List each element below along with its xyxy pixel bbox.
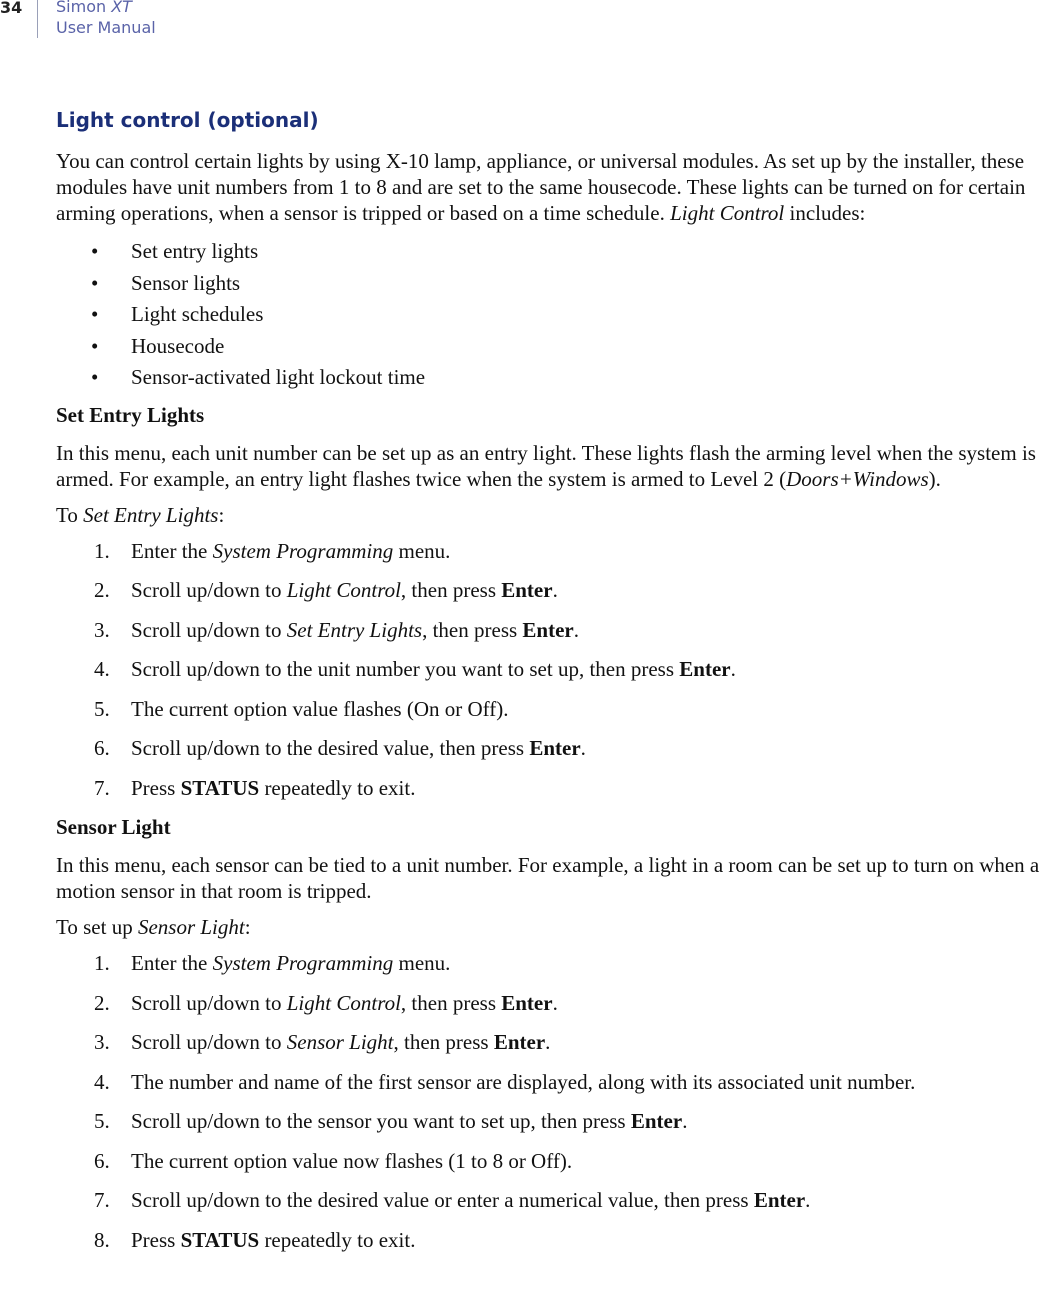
list-item <box>56 236 1062 268</box>
step-text-end: . <box>682 1109 688 1133</box>
product-name <box>56 0 156 17</box>
step-bold-key: Enter <box>630 1109 683 1133</box>
step-text-end: repeatedly to exit. <box>259 1227 416 1252</box>
step-text-end: . <box>805 1188 811 1212</box>
step-bold-key: Enter <box>679 657 731 681</box>
step-bold-key: Enter <box>493 1030 546 1054</box>
step-text: The number and name of the first sensor are displayed, along with its associated unit number. <box>131 1069 916 1094</box>
step-text-continued: , then press <box>400 578 502 602</box>
step-item <box>56 775 1062 801</box>
intro-colon: : <box>244 915 251 939</box>
list-item <box>56 331 1062 363</box>
step-italic: Sensor Light <box>286 1030 394 1054</box>
step-text-end: . <box>573 617 579 642</box>
set-entry-lights-heading: Set Entry Lights <box>56 402 205 427</box>
step-text: Enter the <box>131 951 213 975</box>
step-text-end: . <box>552 990 558 1015</box>
step-text: Scroll up/down to the desired value, then press <box>131 736 530 760</box>
intro-italic: Light Control <box>670 201 785 225</box>
running-header <box>56 0 156 38</box>
step-number: 6. <box>94 736 110 760</box>
bullet-glyph: • <box>91 270 99 295</box>
bullet-glyph: • <box>91 302 99 326</box>
list-item <box>56 362 1062 394</box>
bullet-glyph: • <box>91 365 99 389</box>
sensor-light-intro <box>56 914 1062 940</box>
section-title: Light control (optional) <box>56 108 319 132</box>
step-item <box>56 617 1062 643</box>
product-name-plain: Simon <box>56 0 112 16</box>
step-number: 5. <box>94 1109 110 1133</box>
step-bold-key: STATUS <box>180 775 260 800</box>
step-item <box>56 1029 1062 1055</box>
step-text: Press <box>131 1227 181 1252</box>
step-item <box>56 696 1062 722</box>
set-entry-lights-steps <box>56 538 1062 801</box>
step-text: Scroll up/down to the sensor you want to set up, then press <box>131 1109 631 1133</box>
step-bold-key: Enter <box>753 1188 806 1212</box>
sensor-light-description: In this menu, each sensor can be tied to a unit number. For example, a light in a room can be set up to turn on when a motion sensor in that room is tripped. <box>56 853 1040 903</box>
step-number: 8. <box>94 1227 110 1252</box>
step-text: Scroll up/down to the unit number you want to set up, then press <box>131 657 680 681</box>
desc-text: In this menu, each unit number can be set up as an entry light. These lights flash the arming level when the system is armed. For example, an entry light flashes twice when the system is armed to Level 2 ( <box>56 440 1036 491</box>
intro-paragraph <box>56 148 1062 226</box>
step-text: The current option value now flashes (1 to 8 or Off). <box>131 1148 573 1173</box>
step-item <box>56 1187 1062 1213</box>
step-number: 2. <box>94 990 110 1015</box>
document-title: User Manual <box>56 18 156 37</box>
list-item <box>56 268 1062 300</box>
step-text: The current option value flashes (On or Off). <box>131 696 509 721</box>
step-number: 7. <box>94 775 110 800</box>
list-item-text: Sensor-activated light lockout time <box>131 365 426 389</box>
step-text: Scroll up/down to <box>131 1030 287 1054</box>
step-text-end: . <box>580 736 586 760</box>
step-number: 5. <box>94 696 110 721</box>
feature-list <box>56 236 1062 394</box>
step-text: Scroll up/down to the desired value or enter a numerical value, then press <box>131 1188 754 1212</box>
step-item <box>56 538 1062 564</box>
header-divider <box>37 0 38 38</box>
intro-text: You can control certain lights by using X-10 lamp, appliance, or universal modules. As set up by the installer, these modules have unit numbers from 1 to 8 and are set to the same housecode. These lights can be turned on for certain arming operations, when a sensor is tripped or based on a time schedule. <box>56 149 1026 225</box>
step-text-end: . <box>730 657 736 681</box>
set-entry-lights-intro <box>56 502 1062 528</box>
step-text-continued: menu. <box>393 538 451 563</box>
step-bold-key: Enter <box>529 736 581 760</box>
list-item-text: Sensor lights <box>131 270 241 295</box>
step-number: 3. <box>94 1030 110 1054</box>
product-name-italic: XT <box>111 0 132 16</box>
step-text: Enter the <box>131 538 213 563</box>
intro-end: includes: <box>784 201 866 225</box>
step-item <box>56 656 1062 682</box>
step-number: 4. <box>94 657 110 681</box>
list-item-text: Light schedules <box>131 302 264 326</box>
step-number: 2. <box>94 578 110 602</box>
step-number: 7. <box>94 1188 110 1212</box>
step-italic: Light Control <box>286 578 401 602</box>
list-item-text: Set entry lights <box>131 239 259 263</box>
step-text: Scroll up/down to <box>131 990 287 1015</box>
step-number: 1. <box>94 538 110 563</box>
step-item <box>56 990 1062 1016</box>
step-bold-key: Enter <box>522 617 574 642</box>
intro-lead: To set up <box>56 915 138 939</box>
step-text-continued: , then press <box>393 1030 494 1054</box>
sensor-light-steps <box>56 950 1062 1253</box>
step-item <box>56 1108 1062 1134</box>
step-text-end: . <box>552 578 558 602</box>
step-italic: Set Entry Lights <box>286 617 423 642</box>
step-text-continued: , then press <box>400 990 502 1015</box>
step-item <box>56 1227 1062 1253</box>
intro-italic: Sensor Light <box>137 915 245 939</box>
step-text-end: repeatedly to exit. <box>259 775 416 800</box>
intro-italic: Set Entry Lights <box>83 502 219 527</box>
step-number: 1. <box>94 951 110 975</box>
step-item <box>56 577 1062 603</box>
list-item <box>56 299 1062 331</box>
step-bold-key: Enter <box>501 578 553 602</box>
intro-lead: To <box>56 502 84 527</box>
set-entry-lights-description <box>56 440 1062 492</box>
page-number: 34 <box>0 0 23 17</box>
step-text-continued: menu. <box>393 951 451 975</box>
list-item-text: Housecode <box>131 333 225 358</box>
desc-italic: Doors+Windows <box>786 466 929 491</box>
bullet-glyph: • <box>91 239 99 263</box>
step-italic: System Programming <box>212 951 394 975</box>
step-bold-key: STATUS <box>180 1227 260 1252</box>
step-text: Scroll up/down to <box>131 578 287 602</box>
desc-end: ). <box>928 466 941 491</box>
step-item <box>56 1069 1062 1095</box>
step-italic: System Programming <box>212 538 394 563</box>
bullet-glyph: • <box>91 333 99 358</box>
step-item <box>56 950 1062 976</box>
intro-colon: : <box>218 502 225 527</box>
step-text-end: . <box>545 1030 551 1054</box>
step-item <box>56 735 1062 761</box>
step-number: 4. <box>94 1069 110 1094</box>
step-italic: Light Control <box>286 990 401 1015</box>
step-text: Scroll up/down to <box>131 617 287 642</box>
step-item <box>56 1148 1062 1174</box>
step-number: 3. <box>94 617 110 642</box>
step-text: Press <box>131 775 181 800</box>
step-number: 6. <box>94 1148 110 1173</box>
step-bold-key: Enter <box>501 990 553 1015</box>
step-text-continued: , then press <box>422 617 523 642</box>
sensor-light-heading: Sensor Light <box>56 815 171 839</box>
page-content <box>56 106 1062 1266</box>
